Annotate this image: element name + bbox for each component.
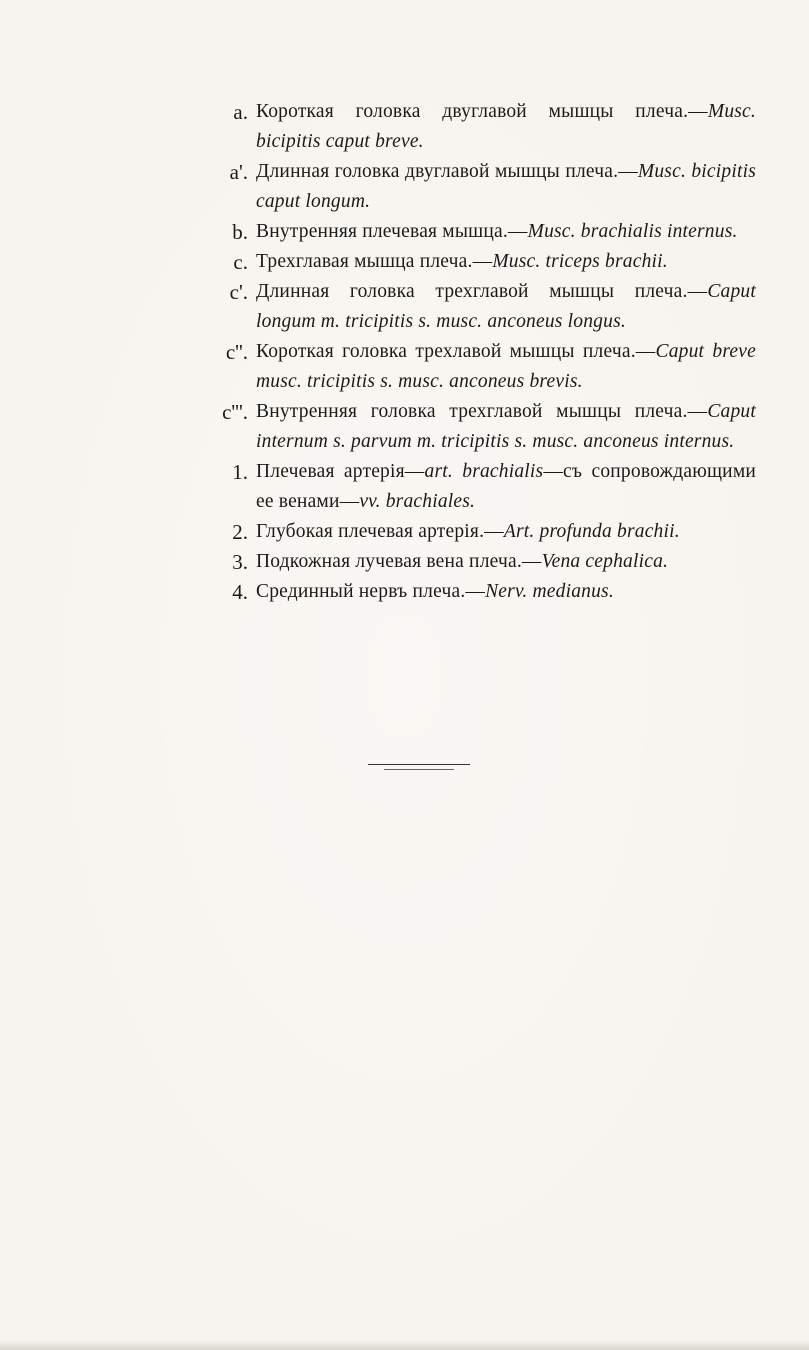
entry-marker: b. xyxy=(232,220,248,244)
entry-text: Трехглавая мышца плеча.— xyxy=(256,251,493,272)
legend-entry xyxy=(196,547,756,577)
entry-marker: c''. xyxy=(225,340,248,364)
entry-text: Внутренняя плечевая мышца.— xyxy=(256,221,528,242)
legend-entry xyxy=(196,97,756,157)
entry-text: Длинная головка трехглавой мышцы плеча.— xyxy=(256,281,708,302)
entry-latin: Art. profunda brachii. xyxy=(503,521,680,542)
page-bottom-edge xyxy=(0,1340,809,1350)
section-divider-rule-secondary xyxy=(384,769,454,770)
entry-text: Срединный нервъ плеча.— xyxy=(256,581,486,602)
legend-entry xyxy=(196,517,756,547)
entry-marker: 1. xyxy=(232,460,248,484)
legend-entry xyxy=(196,277,756,337)
entry-text: Подкожная лучевая вена плеча.— xyxy=(256,551,542,572)
entry-marker: c'''. xyxy=(222,400,248,424)
entry-marker: a. xyxy=(233,100,248,124)
entry-latin: Musc. triceps brachii. xyxy=(492,251,668,272)
entry-latin: Caput internum s. parvum m. tricipitis s. musc. anconeus internus. xyxy=(256,401,756,452)
entry-latin: art. brachialis xyxy=(424,461,544,482)
entry-marker: a'. xyxy=(229,160,248,184)
entry-text: Короткая головка трехлавой мышцы плеча.— xyxy=(256,341,656,362)
legend-entry xyxy=(196,577,756,607)
entry-text: Короткая головка двуглавой мышцы плеча.— xyxy=(256,101,708,122)
entry-marker: 4. xyxy=(232,580,248,604)
entry-text-continued: —съ сопровождающими ее венами— xyxy=(256,461,756,512)
entry-marker: 3. xyxy=(232,550,248,574)
entry-latin-continued: vv. brachiales. xyxy=(359,491,476,512)
entry-latin: Nerv. medianus. xyxy=(485,581,614,602)
entry-marker: c'. xyxy=(229,280,248,304)
legend-entry xyxy=(196,457,756,517)
entry-text: Плечевая артерія— xyxy=(256,461,425,482)
entry-text: Глубокая плечевая артерія.— xyxy=(256,521,504,542)
entry-latin: Musc. bicipitis caput longum. xyxy=(256,161,756,212)
legend-entry xyxy=(196,337,756,397)
entry-text: Длинная головка двуглавой мышцы плеча.— xyxy=(256,161,638,182)
entry-marker: 2. xyxy=(232,520,248,544)
entry-latin: Musc. bicipitis caput breve. xyxy=(256,101,756,152)
section-divider-rule xyxy=(368,764,470,765)
legend-entry xyxy=(196,217,756,247)
entry-marker: c. xyxy=(233,250,248,274)
entry-latin: Musc. brachialis internus. xyxy=(527,221,738,242)
entry-text: Внутренняя головка трехглавой мышцы плеча.— xyxy=(256,401,708,422)
figure-legend xyxy=(196,97,756,607)
entry-latin: Vena cephalica. xyxy=(541,551,669,572)
entry-latin: Caput longum m. tricipitis s. musc. anconeus longus. xyxy=(256,281,756,332)
legend-entry xyxy=(196,247,756,277)
legend-entry xyxy=(196,157,756,217)
legend-entry xyxy=(196,397,756,457)
entry-latin: Caput breve musc. tricipitis s. musc. anconeus brevis. xyxy=(256,341,756,392)
